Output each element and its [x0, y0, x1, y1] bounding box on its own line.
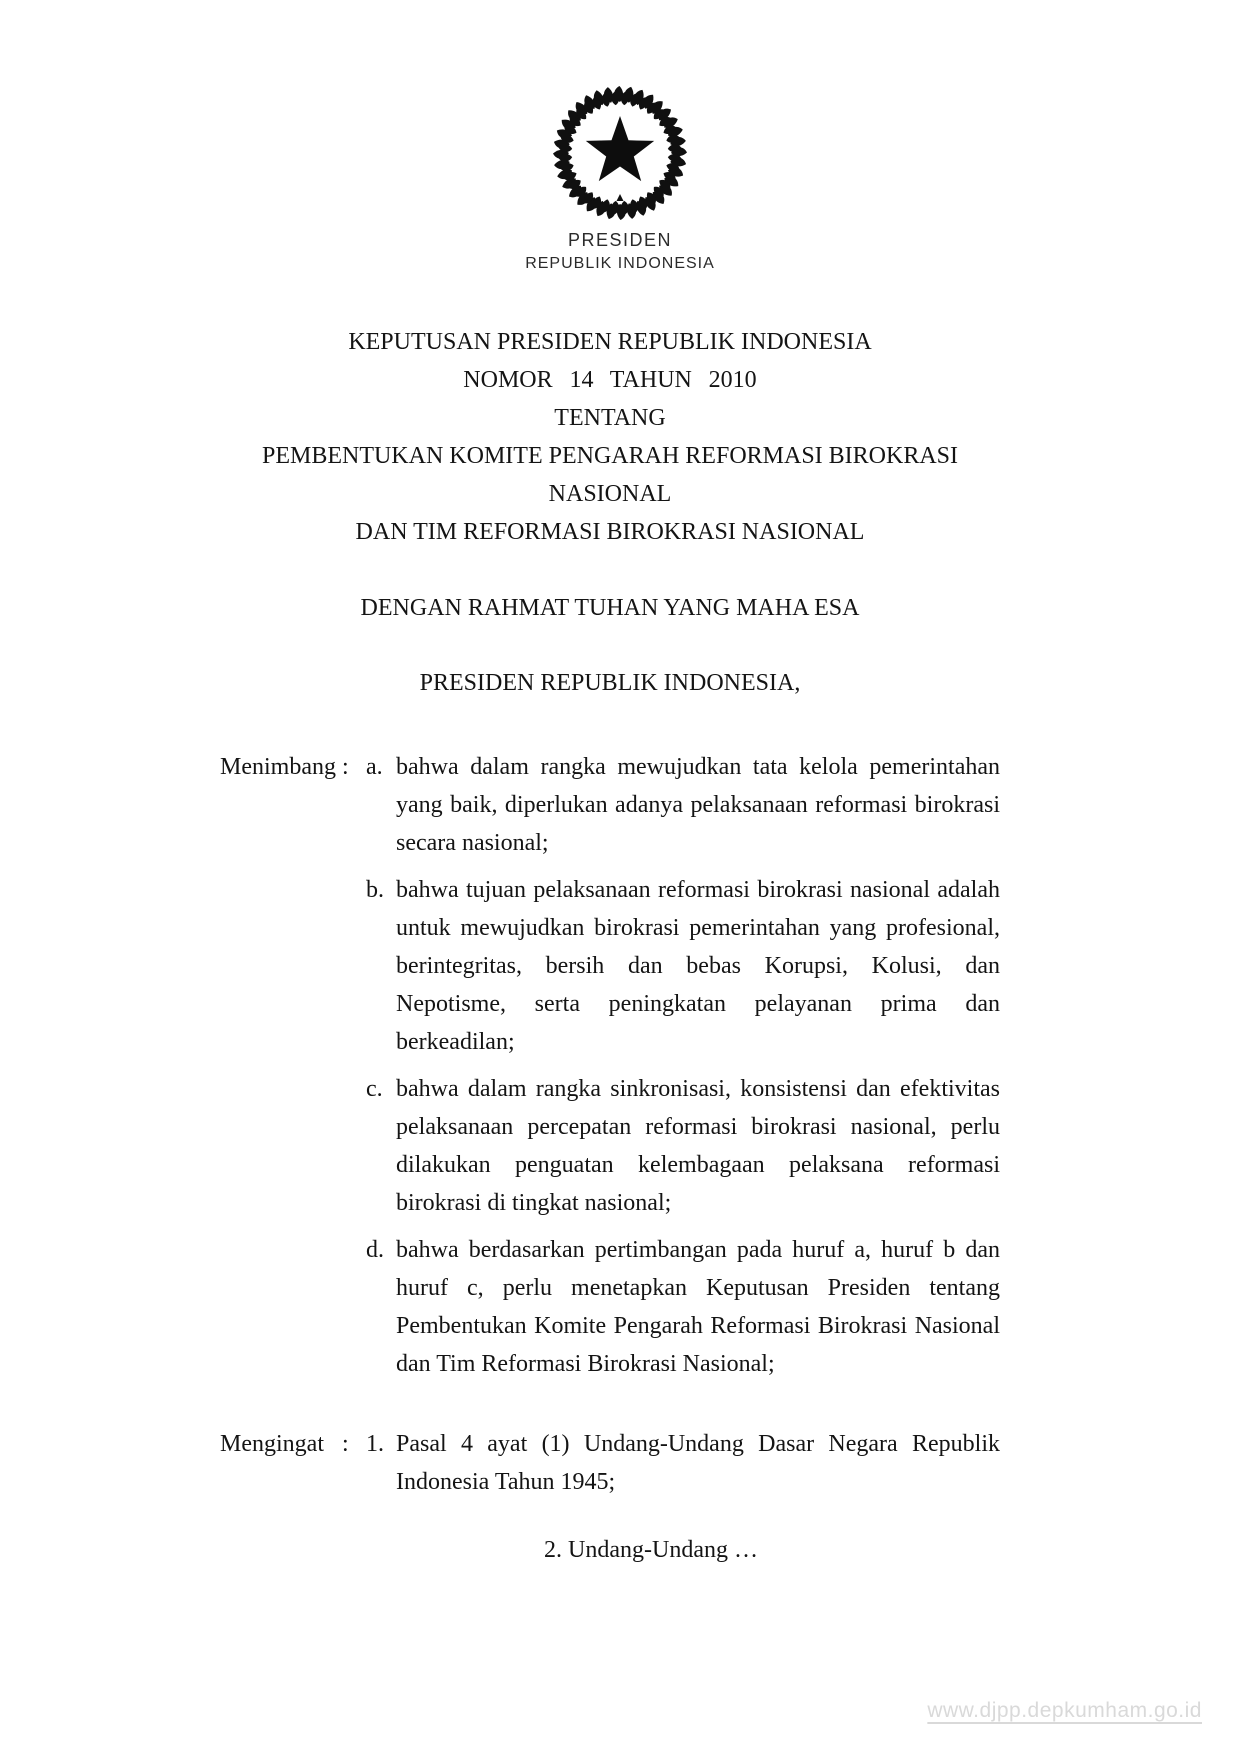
item-letter: b.	[366, 876, 384, 903]
item-text: bahwa dalam rangka mewujudkan tata kelola pemerintahan yang baik, diperlukan adanya pelaksanaan reformasi birokrasi secara nasional;	[396, 753, 1000, 856]
considerations-section	[220, 748, 1000, 1383]
document-header	[0, 0, 1240, 273]
consideration-item-a	[220, 748, 1000, 862]
issuer-line: PRESIDEN REPUBLIK INDONESIA,	[419, 669, 801, 696]
presiden-label: PRESIDEN	[567, 230, 673, 250]
recital-item-1	[220, 1425, 1000, 1501]
consideration-item-d	[220, 1231, 1000, 1383]
watermark-url: www.djpp.depkumham.go.id	[927, 1699, 1202, 1722]
presidential-seal-icon	[553, 86, 687, 220]
decree-subject-line1: PEMBENTUKAN KOMITE PENGARAH REFORMASI BIROKRASI NASIONAL	[261, 442, 959, 507]
item-number: 1.	[366, 1430, 384, 1457]
item-text: Pasal 4 ayat (1) Undang-Undang Dasar Negara Republik Indonesia Tahun 1945;	[396, 1430, 1000, 1495]
menimbang-separator: :	[342, 753, 349, 780]
wreath-base-ornament-icon	[617, 194, 624, 201]
decree-number-line: NOMOR 14 TAHUN 2010	[463, 366, 757, 393]
menimbang-label: Menimbang	[220, 753, 336, 780]
republik-indonesia-label: REPUBLIK INDONESIA	[525, 254, 715, 272]
consideration-item-b	[220, 871, 1000, 1061]
catchword-line: 2. Undang-Undang …	[544, 1536, 758, 1563]
decree-title-line1: KEPUTUSAN PRESIDEN REPUBLIK INDONESIA	[348, 328, 872, 355]
wreath-base-dot-icon	[617, 204, 622, 209]
decree-subject-line2: DAN TIM REFORMASI BIROKRASI NASIONAL	[355, 518, 865, 545]
invocation-line: DENGAN RAHMAT TUHAN YANG MAHA ESA	[360, 594, 860, 621]
item-letter: c.	[366, 1075, 383, 1102]
item-letter: d.	[366, 1236, 384, 1263]
consideration-item-c	[220, 1070, 1000, 1222]
item-letter: a.	[366, 753, 383, 780]
recitals-section	[220, 1425, 1000, 1501]
item-text: bahwa berdasarkan pertimbangan pada huruf a, huruf b dan huruf c, perlu menetapkan Keputusan Presiden tentang Pembentukan Komite Pengarah Reformasi Birokrasi Nasional dan Tim Reformasi Birokrasi Nasional;	[396, 1236, 1000, 1377]
item-text: bahwa tujuan pelaksanaan reformasi birokrasi nasional adalah untuk mewujudkan birokrasi pemerintahan yang profesional, berintegritas, bersih dan bebas Korupsi, Kolusi, dan Nepotisme, serta peningkatan pelayanan prima dan berkeadilan;	[396, 876, 1000, 1055]
item-text: bahwa dalam rangka sinkronisasi, konsistensi dan efektivitas pelaksanaan percepatan reformasi birokrasi nasional, perlu dilakukan penguatan kelembagaan pelaksana reformasi birokrasi di tingkat nasional;	[396, 1075, 1000, 1216]
decree-title	[220, 323, 1000, 551]
mengingat-label: Mengingat	[220, 1430, 324, 1457]
star-icon	[586, 116, 654, 181]
decree-tentang-line: TENTANG	[554, 404, 666, 431]
mengingat-separator: :	[342, 1430, 349, 1457]
